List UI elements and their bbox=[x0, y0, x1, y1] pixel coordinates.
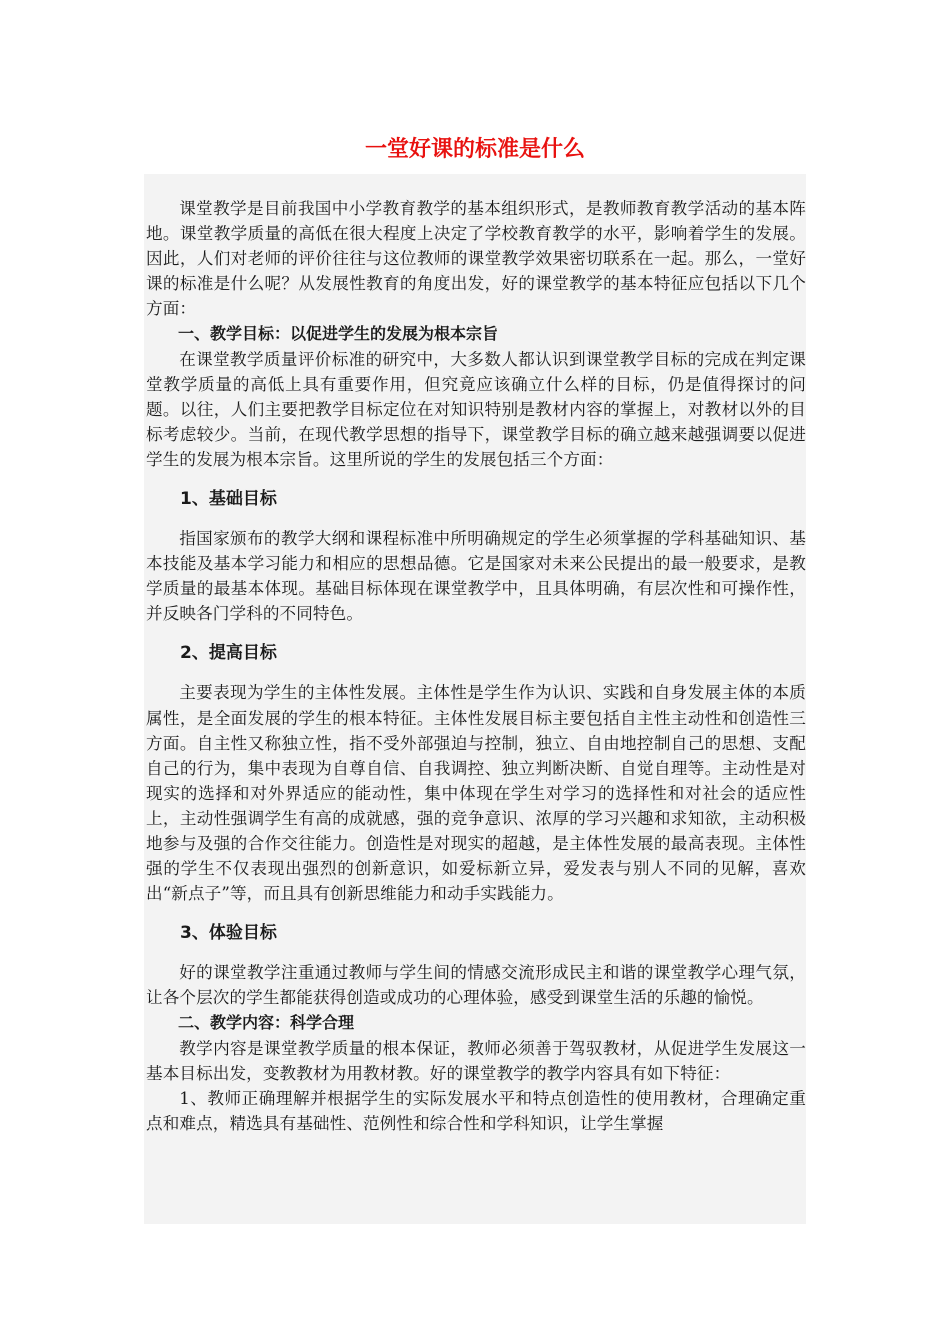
section-heading-teaching-content: 二、教学内容：科学合理 bbox=[178, 1013, 355, 1033]
advanced-goals-body: 主要表现为学生的主体性发展。主体性是学生作为认识、实践和自身发展主体的本质属性，是全面发展的学生的根本特征。主体性发展目标主要包括自主性主动性和创造性三方面。自主性又称独立性，指不受外部强迫与控制，独立、自由地控制自己的思想、支配自己的行为，集中表现为自尊自信、自我调控、独立判断决断、自觉自理等。主动性是对现实的选择和对外界适应的能动性，集中体现在学生对学习的选择性和对社会的适应性上，主动性强调学生有高的成就感，强的竞争意识、浓厚的学习兴趣和求知欲，主动积极地参与及强的合作交往能力。创造性是对现实的超越，是主体性发展的最高表现。主体性强的学生不仅表现出强烈的创新意识，如爱标新立异，爱发表与别人不同的见解，喜欢出“新点子”等，而且具有创新思维能力和动手实践能力。 bbox=[146, 683, 806, 904]
section-teaching-goals-body: 在课堂教学质量评价标准的研究中，大多数人都认识到课堂教学目标的完成在判定课堂教学质量的高低上具有重要作用，但究竟应该确立什么样的目标，仍是值得探讨的问题。以往，人们主要把教学目标定位在对知识特别是教材内容的掌握上，对教材以外的目标考虑较少。当前，在现代教学思想的指导下，课堂教学目标的确立越来越强调要以促进学生的发展为根本宗旨。这里所说的学生的发展包括三个方面： bbox=[146, 349, 806, 469]
experience-goals-body: 好的课堂教学注重通过教师与学生间的情感交流形成民主和谐的课堂教学心理气氛，让各个层次的学生都能获得创造或成功的心理体验，感受到课堂生活的乐趣的愉悦。 bbox=[146, 963, 806, 1008]
document-title: 一堂好课的标准是什么 bbox=[364, 137, 585, 162]
basic-goals-body: 指国家颁布的教学大纲和课程标准中所明确规定的学生必须掌握的学科基础知识、基本技能及基本学习能力和相应的思想品德。它是国家对未来公民提出的最一般要求，是教学质量的最基本体现。基础目标体现在课堂教学中，且具体明确，有层次性和可操作性，并反映各门学科的不同特色。 bbox=[146, 529, 806, 624]
section-heading-teaching-goals: 一、教学目标：以促进学生的发展为根本宗旨 bbox=[178, 324, 499, 344]
subheading-basic-goals: 1、基础目标 bbox=[180, 489, 277, 510]
subheading-advanced-goals: 2、提高目标 bbox=[180, 643, 277, 664]
text-area bbox=[146, 196, 806, 1136]
intro-paragraph: 课堂教学是目前我国中小学教育教学的基本组织形式，是教师教育教学活动的基本阵地。课堂教学质量的高低在很大程度上决定了学校教育教学的水平，影响着学生的发展。因此，人们对老师的评价往往与这位教师的课堂教学效果密切联系在一起。那么，一堂好课的标准是什么呢？从发展性教育的角度出发，好的课堂教学的基本特征应包括以下几个方面： bbox=[146, 199, 806, 319]
document-body bbox=[144, 174, 806, 1224]
subheading-experience-goals: 3、体验目标 bbox=[180, 923, 277, 944]
teaching-content-item-1: 1、教师正确理解并根据学生的实际发展水平和特点创造性的使用教材，合理确定重点和难点，精选具有基础性、范例性和综合性和学科知识，让学生掌握 bbox=[146, 1088, 806, 1133]
section-teaching-content-body: 教学内容是课堂教学质量的根本保证，教师必须善于驾驭教材，从促进学生发展这一基本目标出发，变教教材为用教材教。好的课堂教学的教学内容具有如下特征： bbox=[146, 1038, 806, 1083]
